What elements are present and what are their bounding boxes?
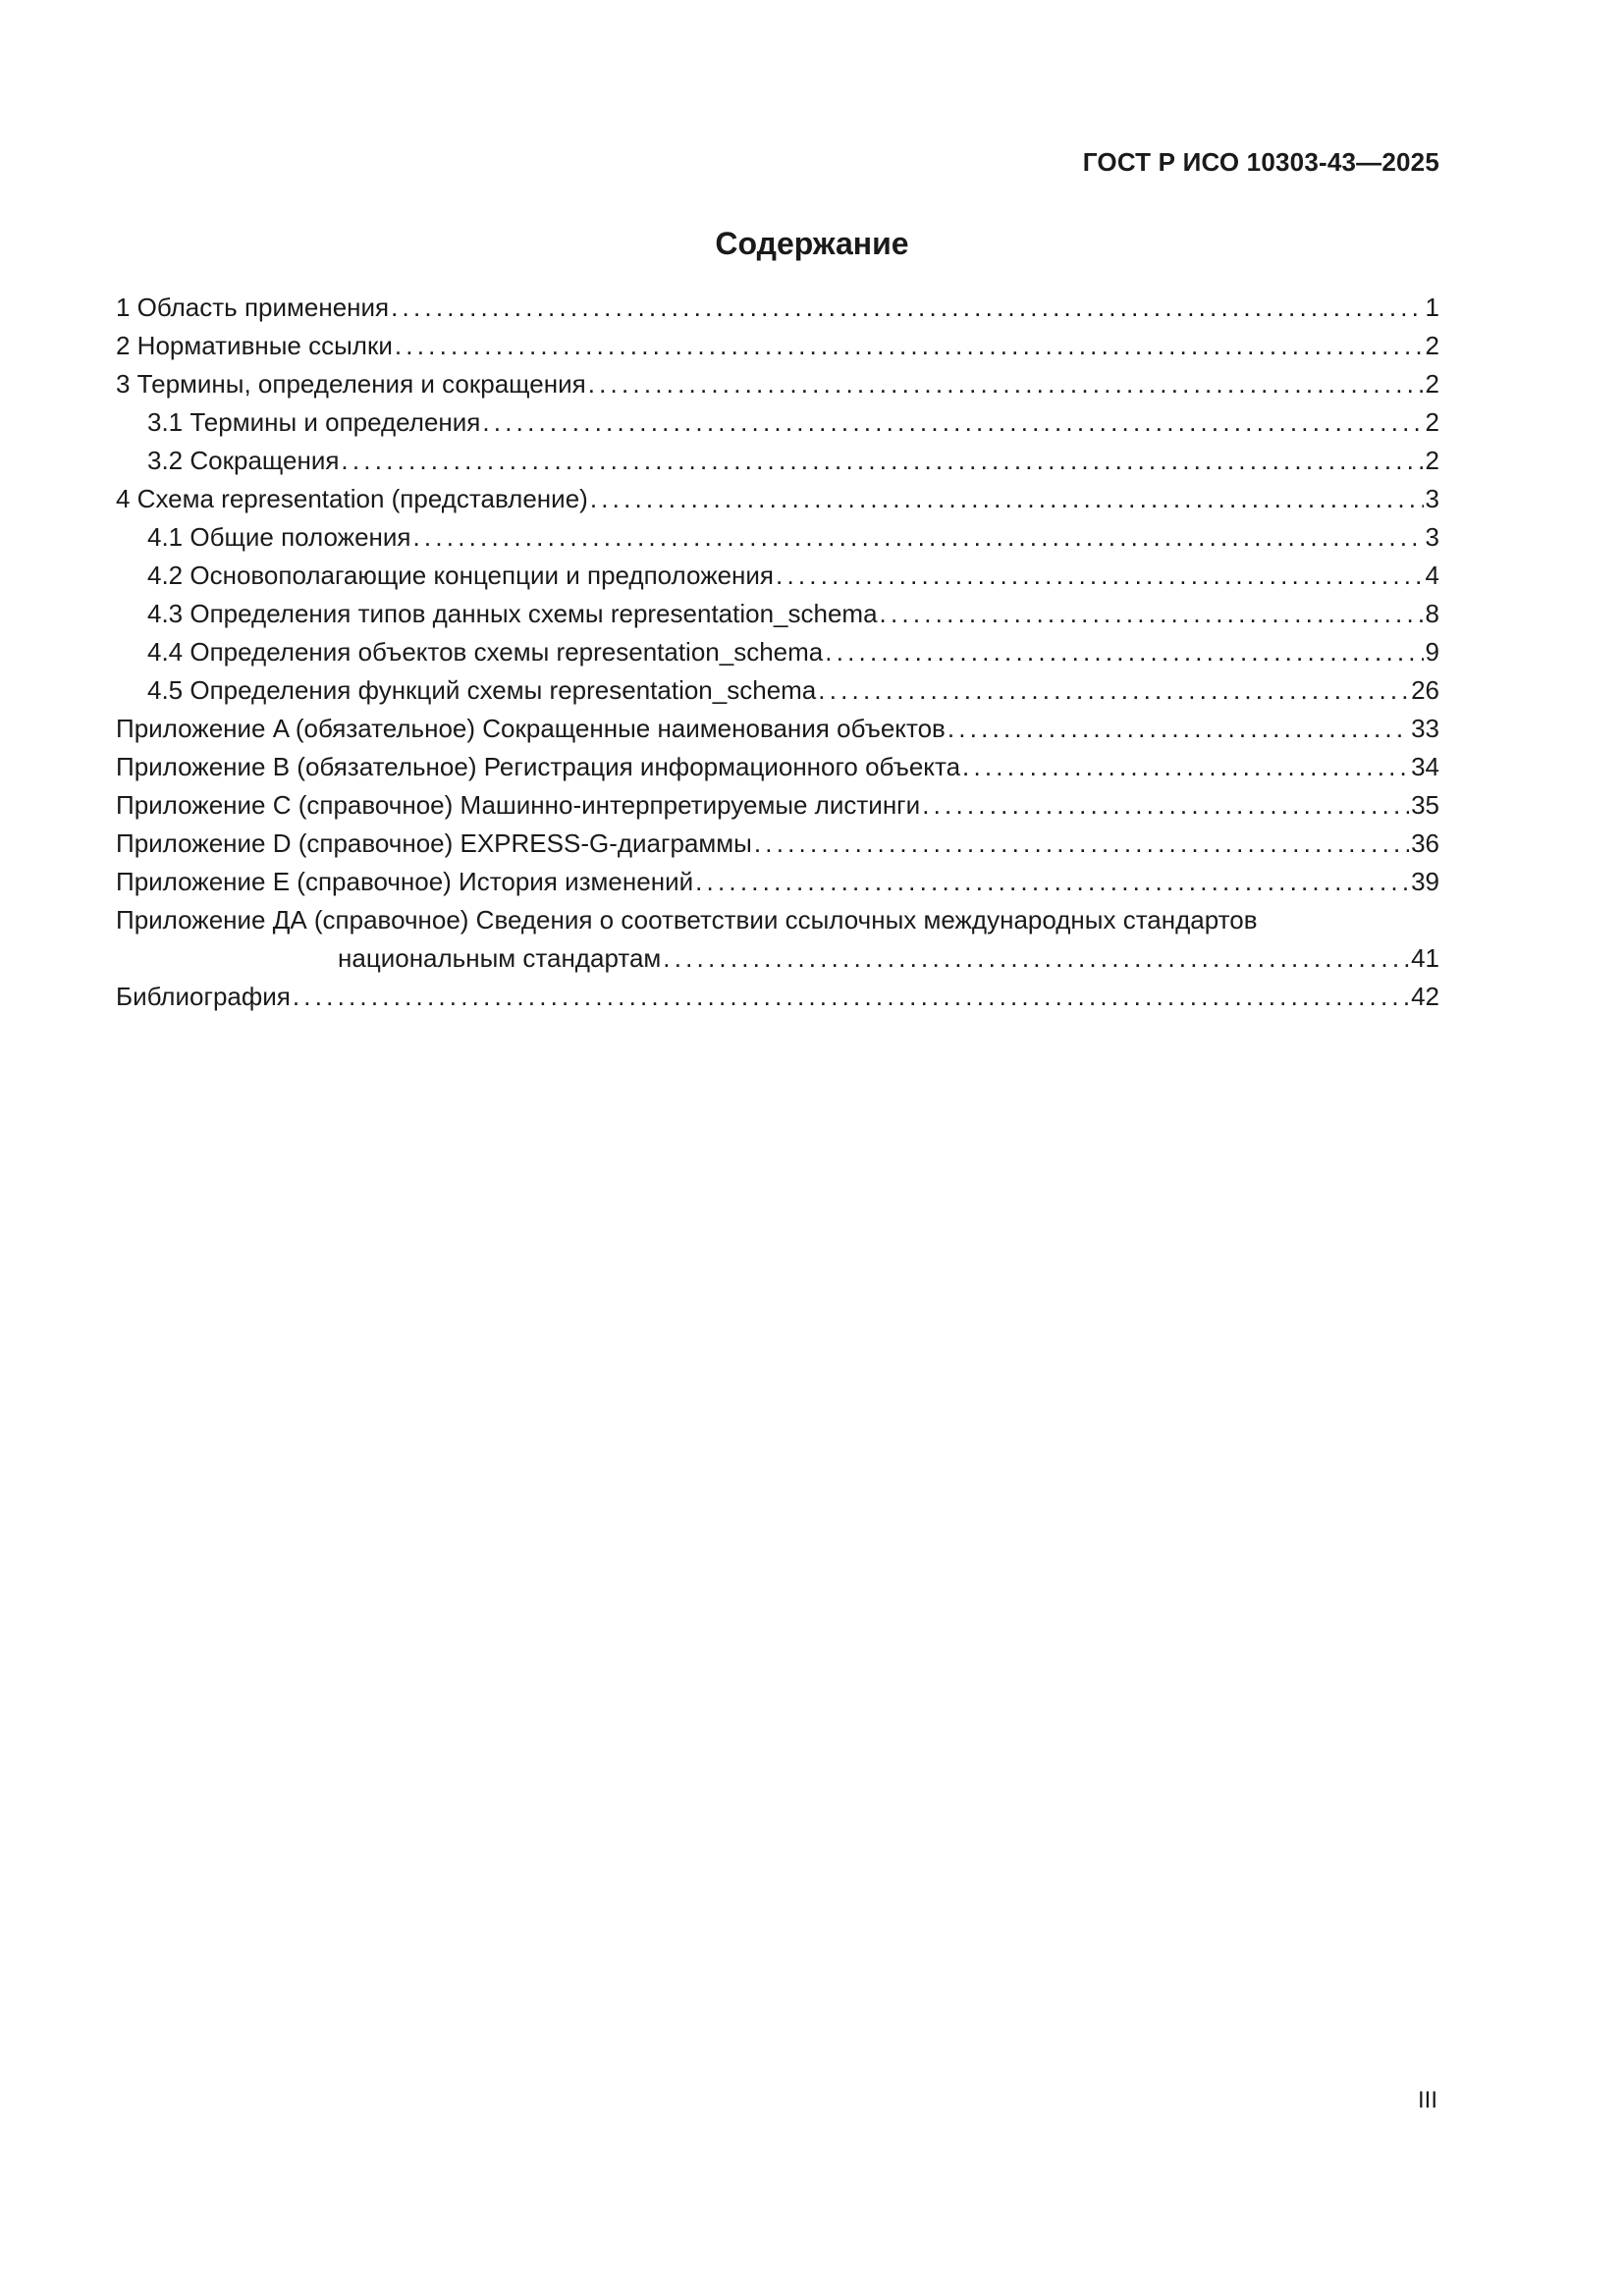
toc-entry-representation-schema[interactable] xyxy=(116,480,1439,518)
toc-entry-annex-a[interactable] xyxy=(116,710,1439,748)
toc-entry-label: 4.3 Определения типов данных схемы representation_schema xyxy=(147,599,878,628)
toc-entry-page: 8 xyxy=(1425,599,1439,628)
toc-leader-dots xyxy=(922,786,1409,825)
toc-entry-entity-definitions[interactable] xyxy=(116,633,1439,671)
toc-entry-page: 1 xyxy=(1425,293,1439,322)
toc-entry-label: 4.5 Определения функций схемы representation_schema xyxy=(147,675,817,705)
toc-entry-label: 4.2 Основополагающие концепции и предположения xyxy=(147,561,775,590)
toc-entry-annex-e[interactable] xyxy=(116,863,1439,901)
toc-entry-page: 2 xyxy=(1425,369,1439,399)
standard-code: ГОСТ Р ИСО 10303-43—2025 xyxy=(1082,147,1439,177)
toc-entry-page: 9 xyxy=(1425,637,1439,667)
toc-entry-annex-d[interactable] xyxy=(116,825,1439,863)
toc-entry-label: Приложение A (обязательное) Сокращенные наименования объектов xyxy=(116,714,946,743)
toc-entry-page: 34 xyxy=(1411,752,1439,781)
toc-entry-page: 26 xyxy=(1411,675,1439,705)
table-of-contents xyxy=(116,289,1439,1016)
toc-entry-terms-definitions[interactable] xyxy=(116,365,1439,403)
toc-entry-page: 2 xyxy=(1425,446,1439,475)
toc-entry-page: 3 xyxy=(1425,484,1439,513)
toc-entry-scope[interactable] xyxy=(116,289,1439,327)
toc-entry-page: 4 xyxy=(1425,561,1439,590)
toc-entry-normative-references[interactable] xyxy=(116,327,1439,365)
toc-entry-page: 36 xyxy=(1411,828,1439,858)
toc-leader-dots xyxy=(341,442,1423,480)
toc-leader-dots xyxy=(391,289,1423,327)
toc-entry-page: 2 xyxy=(1425,407,1439,437)
toc-entry-page: 35 xyxy=(1411,790,1439,820)
toc-leader-dots xyxy=(962,748,1409,786)
toc-leader-dots xyxy=(695,863,1409,901)
toc-entry-annex-c[interactable] xyxy=(116,786,1439,825)
toc-entry-page: 39 xyxy=(1411,867,1439,896)
toc-entry-page: 41 xyxy=(1411,943,1439,973)
toc-entry-label: Приложение E (справочное) История изменений xyxy=(116,867,694,896)
toc-leader-dots xyxy=(588,365,1424,403)
toc-entry-annex-da-line2[interactable] xyxy=(116,939,1439,978)
toc-entry-annex-da-line1[interactable] xyxy=(116,901,1439,939)
toc-leader-dots xyxy=(413,518,1424,557)
toc-entry-page: 2 xyxy=(1425,331,1439,360)
toc-leader-dots xyxy=(293,978,1409,1016)
toc-entry-label: 4.1 Общие положения xyxy=(147,522,411,552)
toc-entry-fundamental-concepts[interactable] xyxy=(116,557,1439,595)
toc-entry-label: Приложение ДА (справочное) Сведения о соответствии ссылочных международных стандартов xyxy=(116,905,1258,934)
toc-leader-dots xyxy=(880,595,1424,633)
toc-entry-page: 3 xyxy=(1425,522,1439,552)
toc-entry-label: Библиография xyxy=(116,982,291,1011)
toc-leader-dots xyxy=(947,710,1409,748)
toc-entry-type-definitions[interactable] xyxy=(116,595,1439,633)
toc-leader-dots xyxy=(754,825,1409,863)
toc-leader-dots xyxy=(663,939,1409,978)
toc-entry-page: 33 xyxy=(1411,714,1439,743)
toc-entry-label: 4.4 Определения объектов схемы representation_schema xyxy=(147,637,824,667)
toc-entry-abbreviations[interactable] xyxy=(116,442,1439,480)
toc-title: Содержание xyxy=(715,226,909,261)
toc-entry-label: Приложение D (справочное) EXPRESS-G-диаграммы xyxy=(116,828,752,858)
toc-leader-dots xyxy=(825,633,1423,671)
toc-entry-function-definitions[interactable] xyxy=(116,671,1439,710)
toc-entry-annex-b[interactable] xyxy=(116,748,1439,786)
toc-leader-dots xyxy=(590,480,1424,518)
page-number: III xyxy=(1417,2087,1437,2113)
toc-leader-dots xyxy=(482,403,1423,442)
toc-leader-dots xyxy=(395,327,1424,365)
toc-entry-page: 42 xyxy=(1411,982,1439,1011)
toc-leader-dots xyxy=(776,557,1424,595)
toc-entry-label: 3 Термины, определения и сокращения xyxy=(116,369,586,399)
toc-entry-label: Приложение B (обязательное) Регистрация информационного объекта xyxy=(116,752,961,781)
toc-leader-dots xyxy=(818,671,1409,710)
toc-entry-label: национальным стандартам xyxy=(338,943,662,973)
toc-entry-label: 3.2 Сокращения xyxy=(147,446,340,475)
toc-entry-label: 3.1 Термины и определения xyxy=(147,407,481,437)
toc-entry-label: 2 Нормативные ссылки xyxy=(116,331,393,360)
toc-entry-label: 4 Схема representation (представление) xyxy=(116,484,588,513)
toc-entry-bibliography[interactable] xyxy=(116,978,1439,1016)
toc-entry-terms[interactable] xyxy=(116,403,1439,442)
toc-entry-label: Приложение C (справочное) Машинно-интерпретируемые листинги xyxy=(116,790,921,820)
toc-entry-general[interactable] xyxy=(116,518,1439,557)
toc-entry-label: 1 Область применения xyxy=(116,293,390,322)
